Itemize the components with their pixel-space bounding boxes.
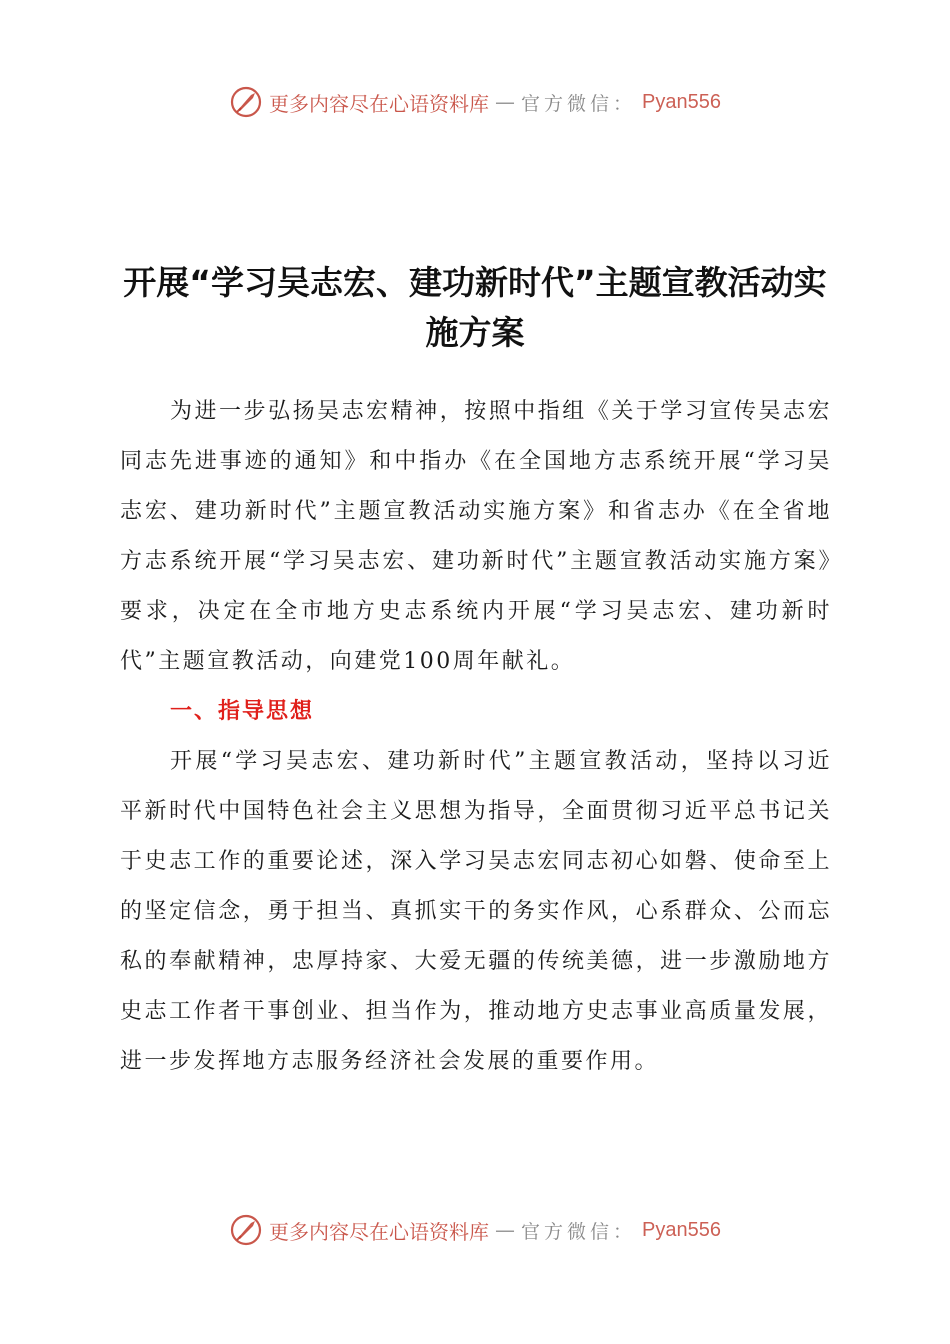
watermark-official: 官方微信：	[521, 1220, 637, 1243]
quill-circle-icon	[229, 1213, 263, 1247]
quill-circle-icon	[229, 85, 263, 119]
watermark-official: 官方微信：	[521, 92, 637, 115]
watermark-dash: —	[495, 1218, 515, 1242]
header-watermark	[0, 80, 950, 124]
watermark-wechat-id: Pyan556	[642, 1218, 721, 1241]
footer-watermark	[0, 1208, 950, 1252]
document-body	[120, 387, 832, 1087]
intro-paragraph: 为进一步弘扬吴志宏精神，按照中指组《关于学习宣传吴志宏同志先进事迹的通知》和中指办《在全国地方志系统开展“学习吴志宏、建功新时代”主题宣教活动实施方案》和省志办《在全省地方志系统开展“学习吴志宏、建功新时代”主题宣教活动实施方案》要求，决定在全市地方史志系统内开展“学习吴志宏、建功新时代”主题宣教活动，向建党100周年献礼。	[120, 399, 832, 674]
section-paragraph: 开展“学习吴志宏、建功新时代”主题宣教活动，坚持以习近平新时代中国特色社会主义思想为指导，全面贯彻习近平总书记关于史志工作的重要论述，深入学习吴志宏同志初心如磐、使命至上的坚定信念，勇于担当、真抓实干的务实作风，心系群众、公而忘私的奉献精神，忠厚持家、大爱无疆的传统美德，进一步激励地方史志工作者干事创业、担当作为，推动地方史志事业高质量发展，进一步发挥地方志服务经济社会发展的重要作用。	[120, 749, 832, 1074]
document-title: 开展“学习吴志宏、建功新时代”主题宣教活动实施方案	[123, 263, 827, 352]
watermark-brand: 更多内容尽在心语资料库	[269, 1219, 489, 1244]
watermark-wechat-id: Pyan556	[642, 90, 721, 113]
watermark-brand: 更多内容尽在心语资料库	[269, 91, 489, 116]
watermark-dash: —	[495, 90, 515, 114]
section-heading: 一、指导思想	[170, 699, 315, 724]
